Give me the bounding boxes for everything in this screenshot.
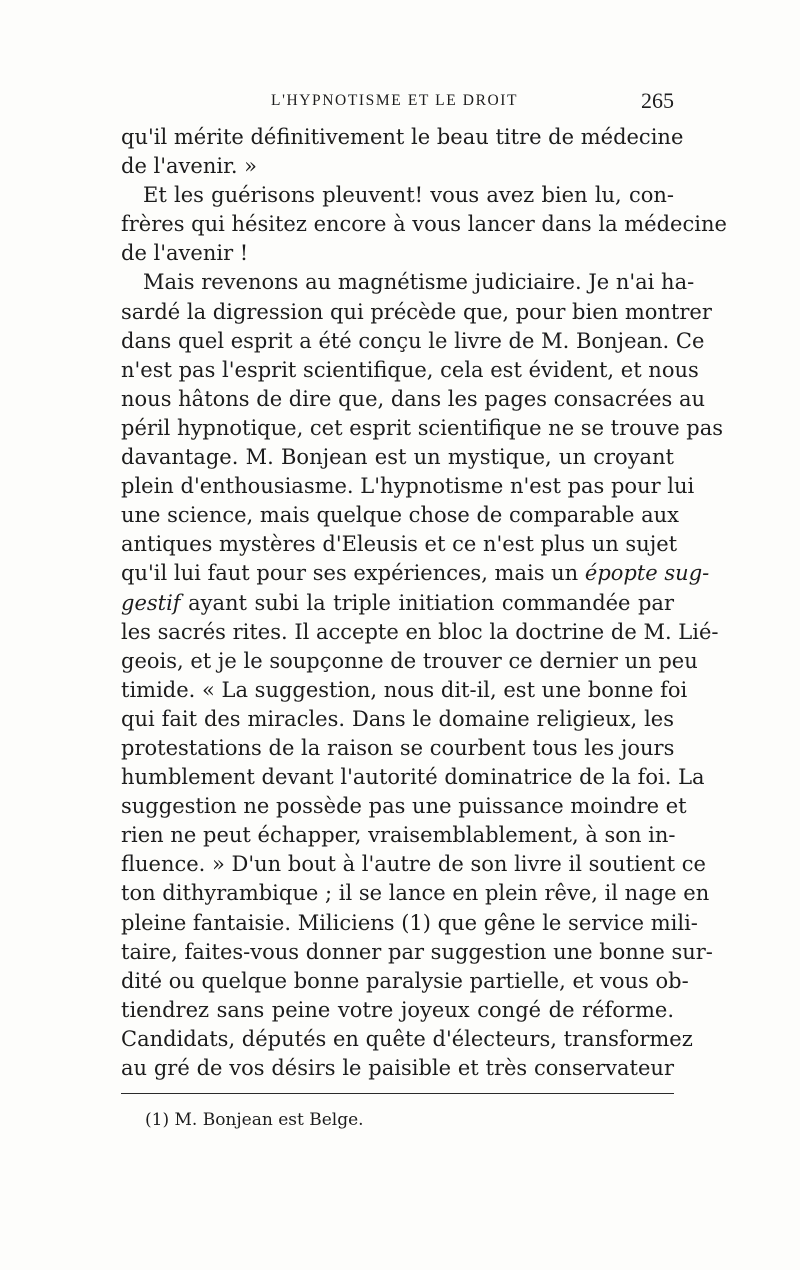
text-line: qui fait des miracles. Dans le domaine religieux, les <box>121 706 674 731</box>
text-line: Et les guérisons pleuvent! vous avez bien lu, con- <box>143 183 674 208</box>
text-line: rien ne peut échapper, vraisemblablement, à son in- <box>121 823 676 848</box>
text-line: au gré de vos désirs le paisible et très conservateur <box>121 1056 674 1080</box>
text-line: dans quel esprit a été conçu le livre de M. Bonjean. Ce <box>121 328 705 353</box>
text-line: ton dithyrambique ; il se lance en plein rêve, il nage en <box>121 881 710 906</box>
text-line: Mais revenons au magnétisme judiciaire. Je n'ai ha- <box>143 270 695 295</box>
text-line <box>121 559 710 588</box>
text-line: taire, faites-vous donner par suggestion une bonne sur- <box>121 939 713 964</box>
text-line: davantage. M. Bonjean est un mystique, un croyant <box>121 445 674 470</box>
text-line: les sacrés rites. Il accepte en bloc la doctrine de M. Lié- <box>121 619 719 644</box>
page-number: 265 <box>641 88 674 113</box>
italic-term: épopte sug- <box>584 561 710 586</box>
text-segment: ayant subi la triple initiation commandée par <box>188 590 674 615</box>
page-header <box>121 88 674 118</box>
text-line: n'est pas l'esprit scientifique, cela est évident, et nous <box>121 357 699 382</box>
text-line: pleine fantaisie. Miliciens (1) que gêne le service mili- <box>121 910 698 935</box>
running-title: L'HYPNOTISME ET LE DROIT <box>271 92 519 109</box>
text-line: frères qui hésitez encore à vous lancer dans la médecine <box>121 212 727 237</box>
footnote-rule <box>121 1093 674 1094</box>
body-text <box>121 123 727 1083</box>
text-line: suggestion ne possède pas une puissance moindre et <box>121 794 687 819</box>
text-line: nous hâtons de dire que, dans les pages consacrées au <box>121 386 706 411</box>
text-line: timide. « La suggestion, nous dit-il, est une bonne foi <box>121 677 688 702</box>
text-line: humblement devant l'autorité dominatrice de la foi. La <box>121 765 705 790</box>
text-line: plein d'enthousiasme. L'hypnotisme n'est pas pour lui <box>121 474 695 499</box>
text-segment: qu'il lui faut pour ses expériences, mais un <box>121 561 579 586</box>
text-line: de l'avenir. » <box>121 154 258 179</box>
text-line: péril hypnotique, cet esprit scientifique ne se trouve pas <box>121 415 724 440</box>
text-line: dité ou quelque bonne paralysie partielle, et vous ob- <box>121 968 689 993</box>
italic-term: gestif <box>121 590 181 615</box>
text-line: fluence. » D'un bout à l'autre de son livre il soutient ce <box>121 852 706 877</box>
text-line <box>121 589 674 618</box>
text-line: protestations de la raison se courbent tous les jours <box>121 735 675 760</box>
footnote: (1) M. Bonjean est Belge. <box>145 1110 364 1130</box>
text-line: Candidats, députés en quête d'électeurs, transformez <box>121 1026 693 1051</box>
text-line: geois, et je le soupçonne de trouver ce dernier un peu <box>121 648 698 673</box>
text-line: qu'il mérite définitivement le beau titre de médecine <box>121 125 684 149</box>
text-line: antiques mystères d'Eleusis et ce n'est plus un sujet <box>121 532 678 557</box>
text-line: de l'avenir ! <box>121 241 249 266</box>
text-line: sardé la digression qui précède que, pour bien montrer <box>121 299 712 324</box>
text-line: une science, mais quelque chose de comparable aux <box>121 503 680 528</box>
text-line: tiendrez sans peine votre joyeux congé de réforme. <box>121 997 674 1022</box>
